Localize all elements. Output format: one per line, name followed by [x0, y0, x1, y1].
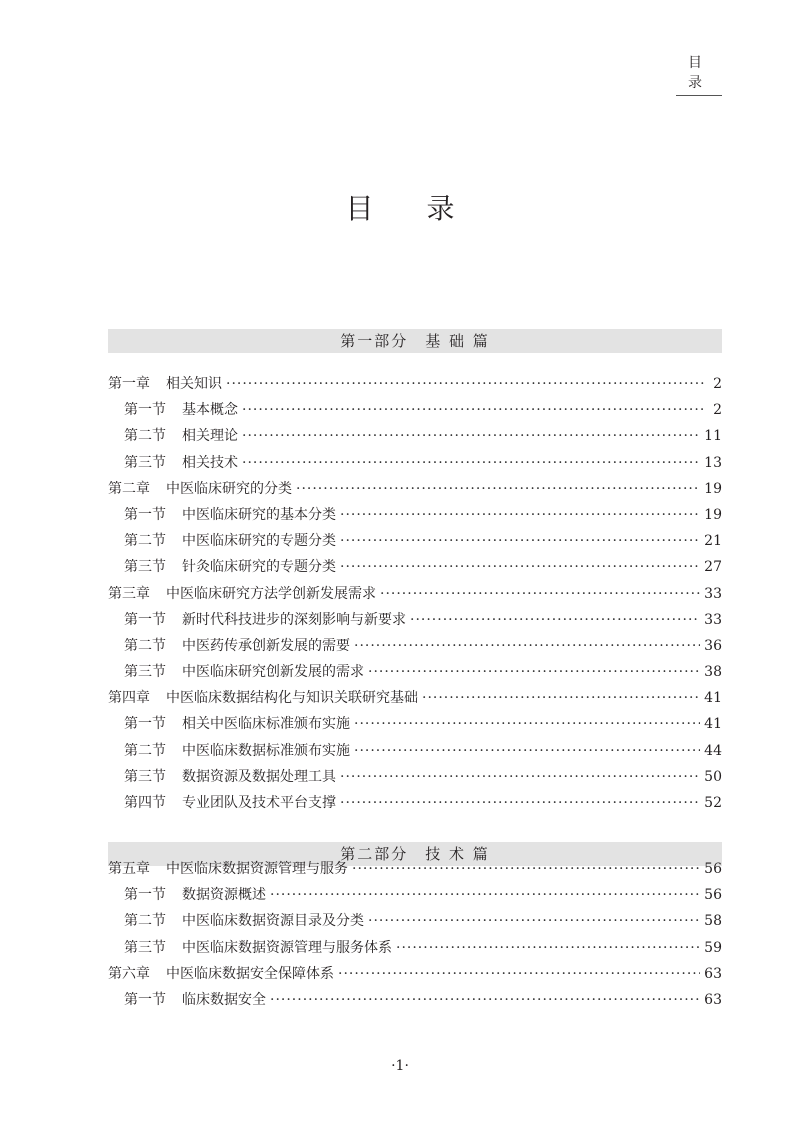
leader-dots	[396, 935, 700, 961]
entry-page: 21	[704, 533, 722, 550]
part-heading: 第二部分 技 术 篇	[108, 842, 722, 866]
leader-dots	[410, 607, 700, 633]
entry-page: 58	[704, 913, 722, 930]
toc-chapter-entry[interactable]	[108, 856, 722, 882]
entry-label: 第二节	[124, 913, 166, 930]
toc-section-entry[interactable]	[108, 764, 722, 790]
entry-title: 中医临床研究创新发展的需求	[182, 664, 364, 681]
entry-label: 第一节	[124, 716, 166, 733]
leader-dots	[368, 659, 700, 685]
running-head: 目 录	[676, 52, 722, 96]
leader-dots	[270, 882, 700, 908]
leader-dots	[368, 908, 700, 934]
leader-dots	[338, 961, 700, 987]
toc-chapter-entry[interactable]	[108, 476, 722, 502]
leader-dots	[354, 711, 700, 737]
entry-title: 临床数据安全	[182, 991, 266, 1008]
leader-dots	[380, 581, 700, 607]
entry-label: 第三节	[124, 454, 166, 471]
entry-title: 数据资源及数据处理工具	[182, 768, 336, 785]
leader-dots	[422, 685, 700, 711]
entry-label: 第二节	[124, 742, 166, 759]
entry-page: 11	[704, 428, 722, 445]
entry-page: 44	[704, 742, 722, 759]
entry-label: 第五章	[108, 861, 150, 877]
toc-section-entry[interactable]	[108, 423, 722, 449]
entry-page: 56	[704, 887, 722, 904]
page-title: 目 录	[345, 191, 477, 225]
entry-page: 27	[704, 559, 722, 576]
leader-dots	[354, 633, 700, 659]
entry-page: 41	[704, 690, 722, 707]
leader-dots	[242, 397, 706, 423]
entry-title: 基本概念	[182, 402, 238, 419]
leader-dots	[242, 450, 700, 476]
entry-title: 新时代科技进步的深刻影响与新要求	[182, 611, 406, 628]
leader-dots	[242, 423, 700, 449]
entry-label: 第一节	[124, 402, 166, 419]
entry-title: 中医临床数据资源管理与服务	[166, 861, 348, 877]
leader-dots	[352, 856, 700, 882]
entry-label: 第四章	[108, 690, 150, 707]
entry-label: 第一节	[124, 991, 166, 1008]
leader-dots	[340, 502, 700, 528]
entry-label: 第一章	[108, 376, 150, 392]
entry-page: 33	[704, 585, 722, 602]
toc-list	[108, 371, 722, 816]
entry-page: 33	[704, 611, 722, 628]
entry-label: 第六章	[108, 965, 150, 982]
toc-section-entry[interactable]	[108, 397, 722, 423]
entry-title: 相关知识	[166, 376, 222, 392]
entry-page: 56	[704, 861, 722, 877]
entry-label: 第二节	[124, 533, 166, 550]
entry-label: 第一节	[124, 887, 166, 904]
entry-title: 中医临床数据安全保障体系	[166, 965, 334, 982]
toc-section-entry[interactable]	[108, 987, 722, 1013]
entry-title: 相关中医临床标准颁布实施	[182, 716, 350, 733]
entry-title: 数据资源概述	[182, 887, 266, 904]
entry-label: 第二节	[124, 428, 166, 445]
entry-label: 第三章	[108, 585, 150, 602]
page-number: ·1·	[391, 1058, 409, 1074]
toc-section-entry[interactable]	[108, 450, 722, 476]
toc-chapter-entry[interactable]	[108, 685, 722, 711]
entry-page: 59	[704, 939, 722, 956]
toc-section-entry[interactable]	[108, 607, 722, 633]
entry-title: 中医临床研究的分类	[166, 480, 292, 497]
entry-title: 专业团队及技术平台支撑	[182, 795, 336, 811]
entry-page: 63	[704, 965, 722, 982]
entry-page: 2	[713, 402, 722, 419]
leader-dots	[340, 764, 700, 790]
entry-label: 第三节	[124, 939, 166, 956]
entry-page: 38	[704, 664, 722, 681]
toc-list	[108, 856, 722, 1013]
entry-title: 中医临床数据标准颁布实施	[182, 742, 350, 759]
entry-page: 19	[704, 506, 722, 523]
toc-chapter-entry[interactable]	[108, 581, 722, 607]
toc-chapter-entry[interactable]	[108, 961, 722, 987]
entry-label: 第三节	[124, 664, 166, 681]
leader-dots	[270, 987, 700, 1013]
toc-section-entry[interactable]	[108, 659, 722, 685]
entry-title: 中医临床研究的基本分类	[182, 506, 336, 523]
entry-title: 中医临床研究方法学创新发展需求	[166, 585, 376, 602]
entry-title: 中医临床数据结构化与知识关联研究基础	[166, 690, 418, 707]
entry-page: 2	[713, 376, 722, 392]
toc-section-entry[interactable]	[108, 528, 722, 554]
entry-title: 中医临床数据资源管理与服务体系	[182, 939, 392, 956]
entry-page: 19	[704, 480, 722, 497]
entry-label: 第一节	[124, 506, 166, 523]
toc-chapter-entry[interactable]	[108, 371, 722, 397]
entry-label: 第三节	[124, 559, 166, 576]
toc-section-entry[interactable]	[108, 882, 722, 908]
entry-title: 中医临床数据资源目录及分类	[182, 913, 364, 930]
entry-label: 第二节	[124, 637, 166, 654]
part-heading: 第一部分 基 础 篇	[108, 329, 722, 353]
entry-label: 第二章	[108, 480, 150, 497]
entry-page: 50	[704, 768, 722, 785]
entry-title: 相关技术	[182, 454, 238, 471]
entry-label: 第四节	[124, 795, 166, 811]
toc-section-entry[interactable]	[108, 711, 722, 737]
entry-page: 52	[704, 795, 722, 811]
entry-label: 第一节	[124, 611, 166, 628]
toc-section-entry[interactable]	[108, 633, 722, 659]
entry-page: 41	[704, 716, 722, 733]
leader-dots	[226, 371, 706, 397]
entry-page: 13	[704, 454, 722, 471]
toc-section-entry[interactable]	[108, 502, 722, 528]
toc-section-entry[interactable]	[108, 738, 722, 764]
entry-page: 63	[704, 991, 722, 1008]
toc-section-entry[interactable]	[108, 935, 722, 961]
toc-section-entry[interactable]	[108, 908, 722, 934]
leader-dots	[340, 554, 700, 580]
entry-page: 36	[704, 637, 722, 654]
leader-dots	[340, 528, 700, 554]
toc-section-entry[interactable]	[108, 790, 722, 816]
entry-title: 针灸临床研究的专题分类	[182, 559, 336, 576]
entry-title: 中医临床研究的专题分类	[182, 533, 336, 550]
entry-title: 中医药传承创新发展的需要	[182, 637, 350, 654]
leader-dots	[340, 790, 700, 816]
toc-section-entry[interactable]	[108, 554, 722, 580]
entry-title: 相关理论	[182, 428, 238, 445]
leader-dots	[296, 476, 700, 502]
entry-label: 第三节	[124, 768, 166, 785]
leader-dots	[354, 738, 700, 764]
